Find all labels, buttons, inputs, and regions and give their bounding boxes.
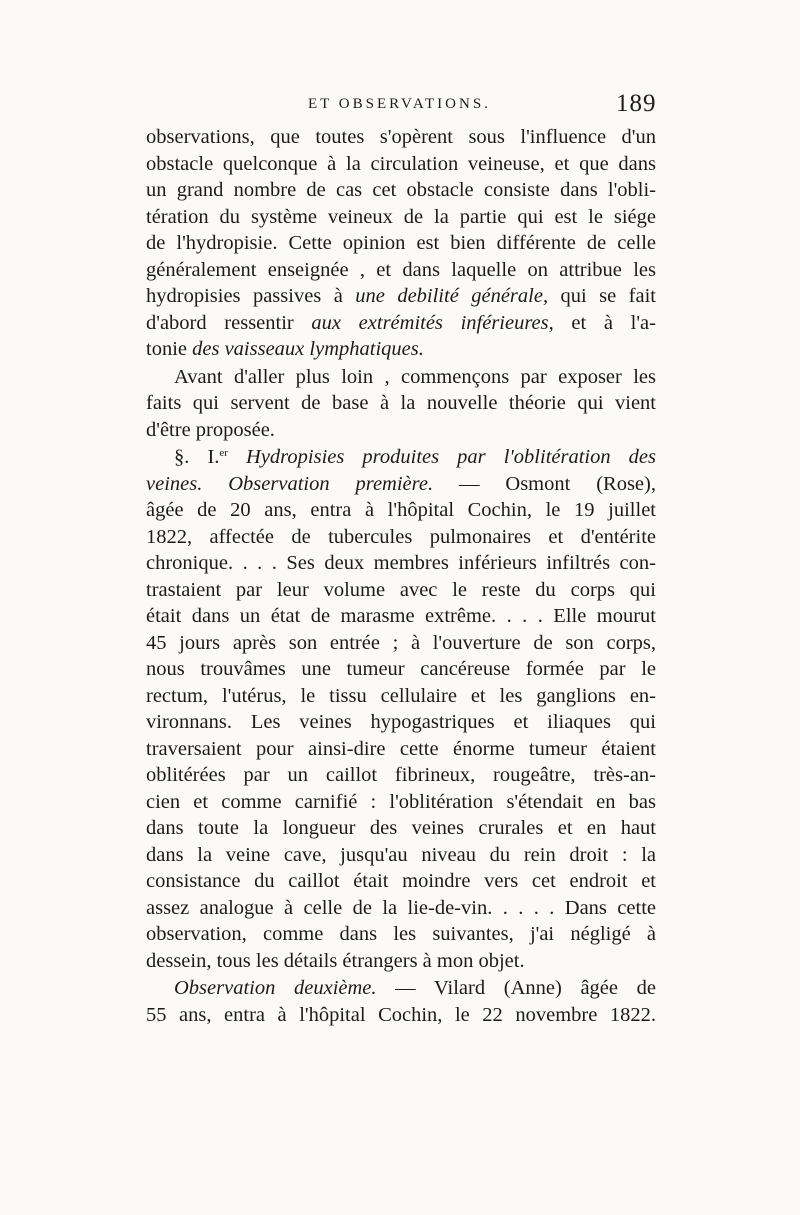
text-line: généralement enseignée , et dans laquelle on attribue les [146,258,656,281]
page-header [0,90,800,124]
text-line: était dans un état de marasme extrême. . . . Elle mourut [146,605,656,627]
italic-run: veines. Observation première. [146,472,434,495]
text-run [228,446,246,468]
text-line: consistance du caillot était moindre vers cet endroit et [146,870,656,892]
text-line: âgée de 20 ans, entra à l'hôpital Cochin, le 19 juillet [146,499,656,521]
text-run: — Vilard (Anne) âgée de [376,977,656,999]
text-run: d'abord ressentir [146,311,312,334]
text-run: et à l'a- [553,311,656,334]
section-title: Hydropisies produites par l'oblitération des [246,446,657,468]
text-run: tonie [146,338,193,360]
text-line: trastaient par leur volume avec le reste du corps qui [146,578,656,601]
paragraph-first-line: Avant d'aller plus loin , commençons par exposer les [174,365,656,388]
text-line: traversaient pour ainsi-dire cette énorme tumeur étaient [146,737,656,760]
observation-heading: Observation deuxième. [174,977,377,999]
text-line: rectum, l'utérus, le tissu cellulaire et les ganglions en- [146,684,656,707]
text-line [146,283,656,310]
text-line: obstacle quelconque à la circulation veineuse, et que dans [146,152,656,175]
paragraph-first-line [146,975,656,1002]
section-heading-line [146,444,656,471]
text-line: 45 jours après son entrée ; à l'ouverture de son corps, [146,631,656,654]
text-line: oblitérées par un caillot fibrineux, rougeâtre, très-an- [146,764,656,786]
text-line: faits qui servent de base à la nouvelle théorie qui vient [146,392,656,414]
text-run: — Osmont (Rose), [433,472,656,495]
body-text [146,124,656,1028]
text-line [146,310,656,337]
superscript: er [219,447,228,459]
page-number: 189 [616,90,657,117]
text-line: cien et comme carnifié : l'oblitération s'étendait en bas [146,790,656,813]
text-line: dessein, tous les détails étrangers à mon objet. [146,949,525,972]
italic-run: une debilité générale, [355,285,549,307]
text-line: d'être proposée. [146,418,275,441]
text-line: dans toute la longueur des veines crurales et en haut [146,817,656,839]
italic-run: aux extrémités inférieures, [311,311,554,334]
text-line [146,336,656,363]
section-number: §. I. [174,446,220,468]
text-line: observation, comme dans les suivantes, j'ai négligé à [146,923,656,945]
text-line: un grand nombre de cas cet obstacle consiste dans l'obli- [146,179,656,201]
text-line: assez analogue à celle de la lie-de-vin. . . . . Dans cette [146,896,656,919]
text-line: chronique. . . . Ses deux membres inférieurs infiltrés con- [146,552,656,574]
italic-run: des vaisseaux lymphatiques. [192,338,424,360]
text-run: qui se fait [548,285,657,307]
text-line: dans la veine cave, jusqu'au niveau du rein droit : la [146,843,656,866]
text-line [146,471,656,498]
text-line: 1822, affectée de tubercules pulmonaires et d'entérite [146,525,656,548]
running-title: ET OBSERVATIONS. [308,96,491,112]
text-line: observations, que toutes s'opèrent sous l'influence d'un [146,126,656,148]
text-line: tération du système veineux de la partie qui est le siége [146,205,656,228]
text-line: nous trouvâmes une tumeur cancéreuse formée par le [146,658,656,680]
text-line: de l'hydropisie. Cette opinion est bien différente de celle [146,232,656,254]
text-line: vironnans. Les veines hypogastriques et iliaques qui [146,711,656,733]
text-run: hydropisies passives à [146,285,356,307]
text-line: 55 ans, entra à l'hôpital Cochin, le 22 novembre 1822. [146,1003,656,1026]
